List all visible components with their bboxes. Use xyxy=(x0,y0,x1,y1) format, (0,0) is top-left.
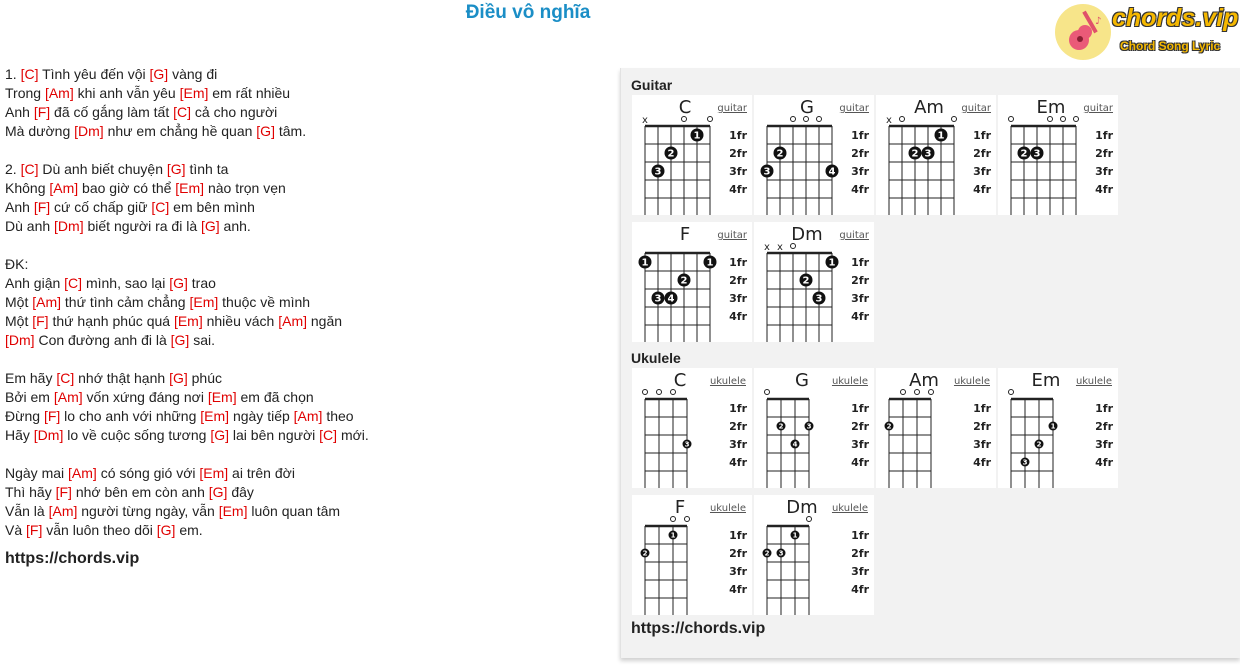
lyric-text: Đừng xyxy=(5,408,44,424)
instrument-link[interactable]: ukulele xyxy=(831,503,868,514)
guitar-logo-icon xyxy=(1055,4,1111,60)
fret-label: 3fr xyxy=(851,438,869,451)
lyric-line xyxy=(5,198,605,217)
fret-label: 1fr xyxy=(851,402,869,415)
site-link[interactable]: https://chords.vip xyxy=(5,550,140,567)
lyric-text: trao xyxy=(187,275,216,291)
ukulele-heading: Ukulele xyxy=(631,350,681,366)
lyric-line xyxy=(5,388,605,407)
open-string-mark xyxy=(657,390,662,395)
chord-name: G xyxy=(800,97,814,118)
chord-name: Em xyxy=(1036,97,1066,118)
blank-line xyxy=(5,236,605,255)
open-string-mark xyxy=(1074,117,1079,122)
lyric-text: cả cho người xyxy=(191,104,278,120)
lyric-text: Trong xyxy=(5,85,45,101)
instrument-link[interactable]: guitar xyxy=(717,103,747,114)
finger-number: 3 xyxy=(924,148,932,160)
lyric-text: Bởi em xyxy=(5,389,54,405)
lyric-text: khi anh vẫn yêu xyxy=(73,85,180,101)
lyric-line xyxy=(5,483,605,502)
fret-label: 2fr xyxy=(851,547,869,560)
chord-link[interactable]: [F] xyxy=(33,199,51,215)
fret-label: 4fr xyxy=(851,583,869,596)
chord-link[interactable]: [Am] xyxy=(68,465,97,481)
lyric-text: nhiều vách xyxy=(202,313,279,329)
chord-panel xyxy=(620,68,1240,658)
lyric-text: ngày tiếp xyxy=(229,408,294,424)
chord-name: G xyxy=(795,370,809,391)
fret-label: 3fr xyxy=(729,565,747,578)
lyric-line xyxy=(5,407,605,426)
logo-tagline: Chord Song Lyric xyxy=(1120,39,1221,53)
open-string-mark xyxy=(671,517,676,522)
finger-number: 1 xyxy=(828,257,836,269)
fret-label: 3fr xyxy=(729,292,747,305)
chord-link[interactable]: [G] xyxy=(170,332,190,348)
chord-link[interactable]: [C] xyxy=(20,161,39,177)
lyric-line xyxy=(5,84,605,103)
lyric-text: Và xyxy=(5,522,27,538)
guitar-chord-c[interactable] xyxy=(632,95,752,215)
lyric-text: Vẫn là xyxy=(5,503,49,519)
muted-string-mark: x xyxy=(777,242,783,253)
chord-link[interactable]: [Em] xyxy=(200,408,230,424)
chord-link[interactable]: [Am] xyxy=(293,408,323,424)
lyric-text: phúc xyxy=(187,370,222,386)
muted-string-mark: x xyxy=(764,242,770,253)
lyric-line xyxy=(5,369,605,388)
lyric-line xyxy=(5,312,605,331)
chord-link[interactable]: [G] xyxy=(256,123,275,139)
chord-link[interactable]: [Em] xyxy=(207,389,237,405)
guitar-heading: Guitar xyxy=(631,77,673,93)
lyric-text: 2. xyxy=(5,161,21,177)
finger-number: 1 xyxy=(706,257,714,269)
lyric-lines xyxy=(5,65,605,540)
chord-link[interactable]: [Em] xyxy=(218,503,248,519)
lyric-line xyxy=(5,65,605,84)
chord-link[interactable]: [Am] xyxy=(44,85,74,101)
lyric-text: em rất nhiều xyxy=(208,85,291,101)
lyric-line xyxy=(5,331,605,350)
chord-link[interactable]: [Em] xyxy=(175,180,205,196)
lyric-text: Không xyxy=(5,180,50,196)
chord-link[interactable]: [Dm] xyxy=(33,427,64,443)
lyric-line xyxy=(5,217,605,236)
lyric-text: Thì hãy xyxy=(5,484,56,500)
fret-label: 4fr xyxy=(729,456,747,469)
chord-name: F xyxy=(674,497,686,518)
fret-label: 4fr xyxy=(851,456,869,469)
open-string-mark xyxy=(817,117,822,122)
chord-name: Am xyxy=(909,370,939,391)
instrument-link[interactable]: guitar xyxy=(839,103,869,114)
finger-number: 2 xyxy=(1036,440,1042,449)
chord-link[interactable]: [C] xyxy=(319,427,338,443)
fret-label: 1fr xyxy=(729,402,747,415)
fret-label: 2fr xyxy=(851,147,869,160)
lyric-text: lo cho anh với những xyxy=(60,408,201,424)
logo-text: chords.vip xyxy=(1112,4,1239,32)
guitar-chord-dm[interactable] xyxy=(754,222,874,342)
lyric-text: thứ hạnh phúc quá xyxy=(48,313,174,329)
chord-name: Am xyxy=(914,97,944,118)
chord-link[interactable]: [G] xyxy=(208,484,228,500)
chord-link[interactable]: [F] xyxy=(26,522,43,538)
chord-link[interactable]: [Am] xyxy=(53,389,83,405)
fret-label: 1fr xyxy=(1095,129,1113,142)
lyric-line xyxy=(5,179,605,198)
open-string-mark xyxy=(765,390,770,395)
fret-label: 3fr xyxy=(851,292,869,305)
fret-label: 2fr xyxy=(1095,420,1113,433)
lyric-text: thuộc về mình xyxy=(218,294,311,310)
lyric-text: tâm. xyxy=(274,123,307,139)
lyric-text: sai. xyxy=(189,332,216,348)
lyric-line xyxy=(5,274,605,293)
finger-number: 4 xyxy=(667,293,675,305)
finger-number: 2 xyxy=(778,422,784,431)
chord-link[interactable]: [G] xyxy=(156,522,176,538)
ukulele-chord-f[interactable] xyxy=(632,495,752,615)
chord-link[interactable]: [C] xyxy=(173,104,192,120)
chord-link[interactable]: [G] xyxy=(149,66,169,82)
finger-number: 1 xyxy=(670,531,676,540)
fret-label: 4fr xyxy=(1095,456,1113,469)
lyric-text: nhớ thật hạnh xyxy=(74,370,170,386)
chord-link[interactable]: [F] xyxy=(33,104,51,120)
lyric-text: Dù anh xyxy=(5,218,55,234)
ukulele-chord-dm[interactable] xyxy=(754,495,874,615)
chord-link[interactable]: [Dm] xyxy=(5,332,35,348)
fret-label: 1fr xyxy=(729,256,747,269)
finger-number: 3 xyxy=(806,422,812,431)
lyric-text: Con đường anh đi là xyxy=(34,332,171,348)
fret-label: 1fr xyxy=(973,402,991,415)
chord-link[interactable]: [Dm] xyxy=(54,218,84,234)
chord-name: Em xyxy=(1031,370,1061,391)
lyric-text: ngăn xyxy=(307,313,343,329)
lyric-text: Mà dường xyxy=(5,123,75,139)
lyric-text: theo xyxy=(322,408,354,424)
fret-label: 2fr xyxy=(729,147,747,160)
fret-label: 4fr xyxy=(973,456,991,469)
guitar-chord-em[interactable] xyxy=(998,95,1118,215)
lyric-text: tình ta xyxy=(185,161,229,177)
fret-label: 1fr xyxy=(851,529,869,542)
chord-link[interactable]: [Am] xyxy=(49,180,79,196)
fret-label: 2fr xyxy=(851,420,869,433)
fret-label: 4fr xyxy=(729,310,747,323)
lyric-text: em đã chọn xyxy=(236,389,314,405)
chord-link[interactable]: [Dm] xyxy=(74,123,104,139)
fret-label: 3fr xyxy=(1095,165,1113,178)
fret-label: 2fr xyxy=(973,147,991,160)
finger-number: 2 xyxy=(802,275,810,287)
svg-text:♪: ♪ xyxy=(1095,16,1102,27)
lyric-line xyxy=(5,103,605,122)
ukulele-chord-am[interactable] xyxy=(876,368,996,488)
guitar-chord-g[interactable] xyxy=(754,95,874,215)
lyric-text: em. xyxy=(175,522,203,538)
open-string-mark xyxy=(1009,117,1014,122)
lyric-text: lai bên người xyxy=(229,427,320,443)
blank-line xyxy=(5,141,605,160)
lyric-line xyxy=(5,426,605,445)
lyrics xyxy=(5,65,605,568)
instrument-link[interactable]: guitar xyxy=(1083,103,1113,114)
fret-label: 1fr xyxy=(1095,402,1113,415)
lyric-line xyxy=(5,293,605,312)
chord-link[interactable]: [Em] xyxy=(199,465,229,481)
finger-number: 3 xyxy=(1033,148,1041,160)
lyric-text: đã cố gắng làm tất xyxy=(50,104,174,120)
lyric-line xyxy=(5,502,605,521)
open-string-mark xyxy=(708,117,713,122)
chord-name: Dm xyxy=(786,497,818,518)
lyric-text: có sóng gió với xyxy=(96,465,200,481)
finger-number: 2 xyxy=(1020,148,1028,160)
lyric-text: Ngày mai xyxy=(5,465,69,481)
fret-label: 4fr xyxy=(851,310,869,323)
instrument-link[interactable]: ukulele xyxy=(709,503,746,514)
lyric-line xyxy=(5,464,605,483)
lyric-text: ai trên đời xyxy=(228,465,295,481)
lyric-line xyxy=(5,521,605,540)
open-string-mark xyxy=(685,517,690,522)
fret-label: 4fr xyxy=(973,183,991,196)
fret-label: 1fr xyxy=(729,529,747,542)
lyric-text: em bên mình xyxy=(169,199,255,215)
chord-link[interactable]: [G] xyxy=(201,218,220,234)
lyric-text: luôn quan tâm xyxy=(247,503,341,519)
finger-number: 1 xyxy=(937,130,945,142)
instrument-link[interactable]: guitar xyxy=(717,230,747,241)
guitar-chord-f[interactable] xyxy=(632,222,752,342)
lyric-text: ĐK: xyxy=(5,256,29,272)
chord-link[interactable]: [Am] xyxy=(278,313,307,329)
lyric-text: Anh xyxy=(5,199,34,215)
lyric-text: biết người ra đi là xyxy=(83,218,201,234)
fret-label: 2fr xyxy=(729,547,747,560)
chord-name: Dm xyxy=(791,224,823,245)
lyric-text: Hãy xyxy=(5,427,34,443)
chord-link[interactable]: [C] xyxy=(20,66,39,82)
lyric-text: anh. xyxy=(219,218,251,234)
finger-number: 2 xyxy=(886,422,892,431)
instrument-link[interactable]: ukulele xyxy=(831,376,868,387)
chord-link[interactable]: [G] xyxy=(169,275,188,291)
chord-link[interactable]: [C] xyxy=(151,199,170,215)
lyric-text: thứ tình cảm chẳng xyxy=(61,294,190,310)
open-string-mark xyxy=(791,117,796,122)
fret-label: 2fr xyxy=(729,420,747,433)
lyric-text: Anh giận xyxy=(5,275,65,291)
lyric-text: nào trọn vẹn xyxy=(204,180,286,196)
open-string-mark xyxy=(1009,390,1014,395)
fret-label: 1fr xyxy=(851,129,869,142)
fret-label: 2fr xyxy=(729,274,747,287)
finger-number: 3 xyxy=(763,166,771,178)
finger-number: 2 xyxy=(680,275,688,287)
lyric-text: nhớ bên em còn anh xyxy=(71,484,209,500)
lyric-text: mình, sao lại xyxy=(82,275,170,291)
lyric-text: Tình yêu đến vội xyxy=(38,66,150,82)
finger-number: 1 xyxy=(1050,422,1056,431)
lyric-text: Em hãy xyxy=(5,370,57,386)
chord-link[interactable]: [C] xyxy=(64,275,83,291)
fret-label: 1fr xyxy=(851,256,869,269)
lyric-text: cứ cố chấp giữ xyxy=(50,199,152,215)
fret-label: 4fr xyxy=(729,583,747,596)
chord-link[interactable]: [G] xyxy=(169,370,188,386)
open-string-mark xyxy=(900,117,905,122)
lyric-text: lo về cuộc sống tương xyxy=(63,427,211,443)
site-logo[interactable] xyxy=(1054,2,1238,64)
lyric-text: Một xyxy=(5,294,33,310)
chord-link[interactable]: [G] xyxy=(166,161,186,177)
fret-label: 3fr xyxy=(973,165,991,178)
muted-string-mark: x xyxy=(642,115,648,126)
finger-number: 1 xyxy=(693,130,701,142)
chord-link[interactable]: [Am] xyxy=(32,294,62,310)
lyric-text: bao giờ có thể xyxy=(78,180,176,196)
chord-link[interactable]: [F] xyxy=(32,313,49,329)
panel-site-link[interactable]: https://chords.vip xyxy=(631,620,766,637)
fret-label: 3fr xyxy=(851,565,869,578)
open-string-mark xyxy=(952,117,957,122)
fret-label: 1fr xyxy=(729,129,747,142)
chord-link[interactable]: [F] xyxy=(55,484,72,500)
song-title: Điều vô nghĩa xyxy=(465,2,591,23)
finger-number: 2 xyxy=(667,148,675,160)
fret-label: 1fr xyxy=(973,129,991,142)
finger-number: 3 xyxy=(684,440,690,449)
lyric-line xyxy=(5,255,605,274)
lyric-text: người từng ngày, vẫn xyxy=(77,503,219,519)
lyric-text: như em chẳng hề quan xyxy=(103,123,257,139)
finger-number: 2 xyxy=(764,549,770,558)
guitar-chord-am[interactable] xyxy=(876,95,996,215)
finger-number: 2 xyxy=(642,549,648,558)
lyric-text: vàng đi xyxy=(168,66,218,82)
chord-link[interactable]: [Em] xyxy=(179,85,209,101)
muted-string-mark: x xyxy=(886,115,892,126)
fret-label: 2fr xyxy=(973,420,991,433)
fret-label: 3fr xyxy=(851,165,869,178)
chord-name: C xyxy=(678,97,692,118)
fret-label: 3fr xyxy=(729,165,747,178)
lyric-text: vốn xứng đáng nơi xyxy=(82,389,208,405)
finger-number: 3 xyxy=(654,166,662,178)
lyric-line xyxy=(5,122,605,141)
fret-label: 2fr xyxy=(1095,147,1113,160)
blank-line xyxy=(5,350,605,369)
chord-link[interactable]: [C] xyxy=(56,370,75,386)
ukulele-chord-em[interactable] xyxy=(998,368,1118,488)
ukulele-chord-g[interactable] xyxy=(754,368,874,488)
instrument-link[interactable]: ukulele xyxy=(709,376,746,387)
finger-number: 3 xyxy=(654,293,662,305)
fret-label: 3fr xyxy=(1095,438,1113,451)
open-string-mark xyxy=(901,390,906,395)
chord-link[interactable]: [Em] xyxy=(173,313,203,329)
lyric-text: Một xyxy=(5,313,33,329)
fret-label: 4fr xyxy=(851,183,869,196)
lyric-text: mới. xyxy=(337,427,369,443)
lyric-text: vẫn luôn theo dõi xyxy=(42,522,157,538)
lyric-text: Dù anh biết chuyện xyxy=(38,161,167,177)
finger-number: 3 xyxy=(815,293,823,305)
blank-line xyxy=(5,445,605,464)
fret-label: 2fr xyxy=(851,274,869,287)
lyric-text: Anh xyxy=(5,104,34,120)
chord-name: C xyxy=(673,370,687,391)
instrument-link[interactable]: ukulele xyxy=(1075,376,1112,387)
chord-link[interactable]: [F] xyxy=(43,408,61,424)
finger-number: 2 xyxy=(776,148,784,160)
instrument-link[interactable]: guitar xyxy=(839,230,869,241)
instrument-link[interactable]: guitar xyxy=(961,103,991,114)
fret-label: 3fr xyxy=(973,438,991,451)
finger-number: 1 xyxy=(641,257,649,269)
finger-number: 3 xyxy=(1022,458,1028,467)
finger-number: 3 xyxy=(778,549,784,558)
open-string-mark xyxy=(643,390,648,395)
fret-label: 4fr xyxy=(1095,183,1113,196)
fret-label: 3fr xyxy=(729,438,747,451)
chord-link[interactable]: [Am] xyxy=(48,503,78,519)
lyric-text: đây xyxy=(227,484,254,500)
chord-link[interactable]: [G] xyxy=(210,427,229,443)
lyric-line xyxy=(5,160,605,179)
finger-number: 2 xyxy=(911,148,919,160)
lyric-text: 1. xyxy=(5,66,21,82)
chord-name: F xyxy=(679,224,691,245)
ukulele-chord-c[interactable] xyxy=(632,368,752,488)
instrument-link[interactable]: ukulele xyxy=(953,376,990,387)
finger-number: 4 xyxy=(828,166,836,178)
finger-number: 4 xyxy=(792,440,798,449)
chord-link[interactable]: [Em] xyxy=(189,294,219,310)
fret-label: 4fr xyxy=(729,183,747,196)
finger-number: 1 xyxy=(792,531,798,540)
